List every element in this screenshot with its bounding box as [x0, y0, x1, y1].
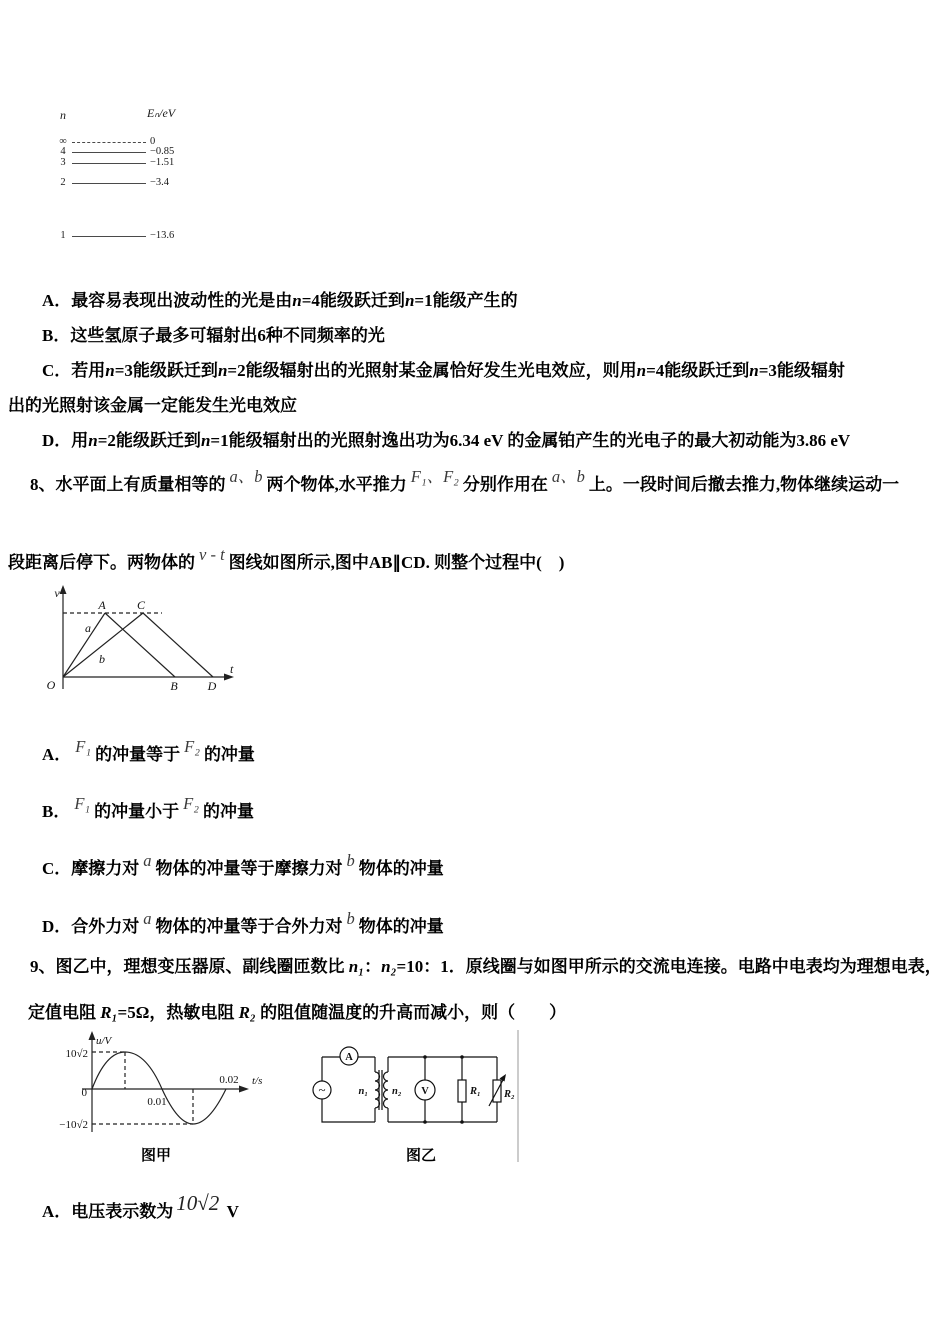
- diagram-header-energy: Eₙ/eV: [147, 106, 176, 120]
- level-number: ∞: [59, 136, 67, 147]
- sine-curve: [92, 1052, 226, 1124]
- junction-dot: [423, 1055, 427, 1059]
- level-energy: −1.51: [150, 157, 175, 168]
- transformer-circuit-diagram: [310, 1040, 535, 1135]
- t-axis-arrow-icon: [239, 1086, 249, 1093]
- level-number: 4: [60, 146, 66, 157]
- wire: [322, 1099, 375, 1122]
- vt-label-line-a: a: [85, 621, 91, 635]
- vt-label-o: O: [46, 678, 56, 692]
- level-line: [72, 152, 146, 153]
- q7-option-c-continued: 出的光照射该金属一定能发生光电效应: [8, 396, 297, 415]
- u-axis-arrow-icon: [89, 1031, 96, 1040]
- q9-stem-line-2: 定值电阻 R₁=5Ω，热敏电阻 R₂ 的阻值随温度的升高而减小，则（ ）: [28, 1003, 567, 1022]
- vt-label-c-point: C: [136, 598, 146, 612]
- level-energy: −13.6: [150, 230, 175, 241]
- q8-option-b: B． F₁ 的冲量小于 F₂ 的冲量: [42, 794, 254, 821]
- v-axis-arrow-icon: [60, 585, 67, 594]
- vt-label-line-b: b: [99, 652, 105, 666]
- vt-label-a-point: A: [98, 598, 106, 612]
- level-energy: 0: [150, 136, 156, 147]
- vt-label-b-point: B: [170, 679, 178, 693]
- q7-option-d: D．用n=2能级跃迁到n=1能级辐射出的光照射逸出功为6.34 eV 的金属铂产生的光电子的最大初动能为3.86 eV: [42, 431, 851, 450]
- q7-option-a: A．最容易表现出波动性的光是由n=4能级跃迁到n=1能级产生的: [42, 291, 518, 310]
- junction-dot: [423, 1120, 427, 1124]
- scan-artifact-line: [517, 1030, 519, 1162]
- q7-option-b: B．这些氢原子最多可辐射出6种不同频率的光: [42, 326, 385, 345]
- vt-graph: [40, 583, 240, 703]
- voltmeter-label: V: [421, 1086, 429, 1097]
- vt-label-d-point: D: [207, 679, 217, 693]
- q7-option-c: C．若用n=3能级跃迁到n=2能级辐射出的光照射某金属恰好发生光电效应，则用n=4能级跃迁到n=3能级辐射: [42, 361, 845, 380]
- level-number: 3: [60, 157, 66, 168]
- energy-level-diagram: [55, 105, 235, 255]
- level-line: [72, 142, 146, 143]
- vt-label-v: v: [54, 586, 60, 600]
- sine-xlabel: t/s: [252, 1075, 263, 1087]
- ammeter-label: A: [345, 1052, 353, 1063]
- level-line: [72, 183, 146, 184]
- level-line: [72, 163, 146, 164]
- q8-option-a: A． F₁ 的冲量等于 F₂ 的冲量: [42, 737, 255, 764]
- sine-zero: 0: [81, 1087, 87, 1099]
- level-number: 1: [60, 230, 66, 241]
- sine-ylabel: u/V: [96, 1035, 112, 1047]
- junction-dot: [460, 1055, 464, 1059]
- q8-stem-line-1: 8、水平面上有质量相等的 a、b 两个物体,水平推力 F₁、F₂ 分别作用在 a、b 上。一段时间后撤去推力,物体继续运动一: [30, 467, 900, 494]
- ac-source-label: ~: [318, 1082, 326, 1097]
- q9-stem-line-1: 9、图乙中，理想变压器原、副线圈匝数比 n₁：n₂=10：1．原线圈与如图甲所示的交流电连接。电路中电表均为理想电表，: [30, 957, 942, 976]
- level-energy: −0.85: [150, 146, 175, 157]
- sine-t1: 0.01: [147, 1096, 167, 1108]
- line-cd: [143, 613, 213, 677]
- vt-label-t: t: [230, 662, 234, 676]
- figure-caption-jia: 图甲: [141, 1148, 172, 1164]
- r2-label: R₂: [504, 1089, 515, 1100]
- secondary-coil-symbol: [384, 1072, 389, 1108]
- n2-label: n₂: [392, 1086, 402, 1097]
- sine-peak-value: 10√2: [65, 1048, 88, 1060]
- line-oc: [63, 613, 143, 677]
- line-oa: [63, 613, 105, 677]
- level-energy: −3.4: [150, 177, 170, 188]
- resistor-r1-symbol: [458, 1080, 466, 1102]
- q9-option-a: A．电压表示数为 10√2 V: [42, 1191, 239, 1221]
- n1-label: n₁: [358, 1086, 368, 1097]
- diagram-header-n: n: [60, 108, 66, 122]
- r1-label: R₁: [470, 1086, 481, 1097]
- sine-voltage-graph: [36, 1030, 286, 1145]
- q8-stem-line-2: 段距离后停下。两物体的 v - t 图线如图所示,图中AB∥CD. 则整个过程中( ): [8, 545, 565, 572]
- figure-caption-yi: 图乙: [406, 1148, 437, 1164]
- level-line: [72, 236, 146, 237]
- level-number: 2: [60, 177, 66, 188]
- sine-t2: 0.02: [219, 1074, 239, 1086]
- q8-option-c: C．摩擦力对 a 物体的冲量等于摩擦力对 b 物体的冲量: [42, 851, 444, 878]
- q8-option-d: D．合外力对 a 物体的冲量等于合外力对 b 物体的冲量: [42, 909, 444, 936]
- sine-trough-value: −10√2: [59, 1119, 88, 1131]
- line-ab: [105, 613, 175, 677]
- junction-dot: [460, 1120, 464, 1124]
